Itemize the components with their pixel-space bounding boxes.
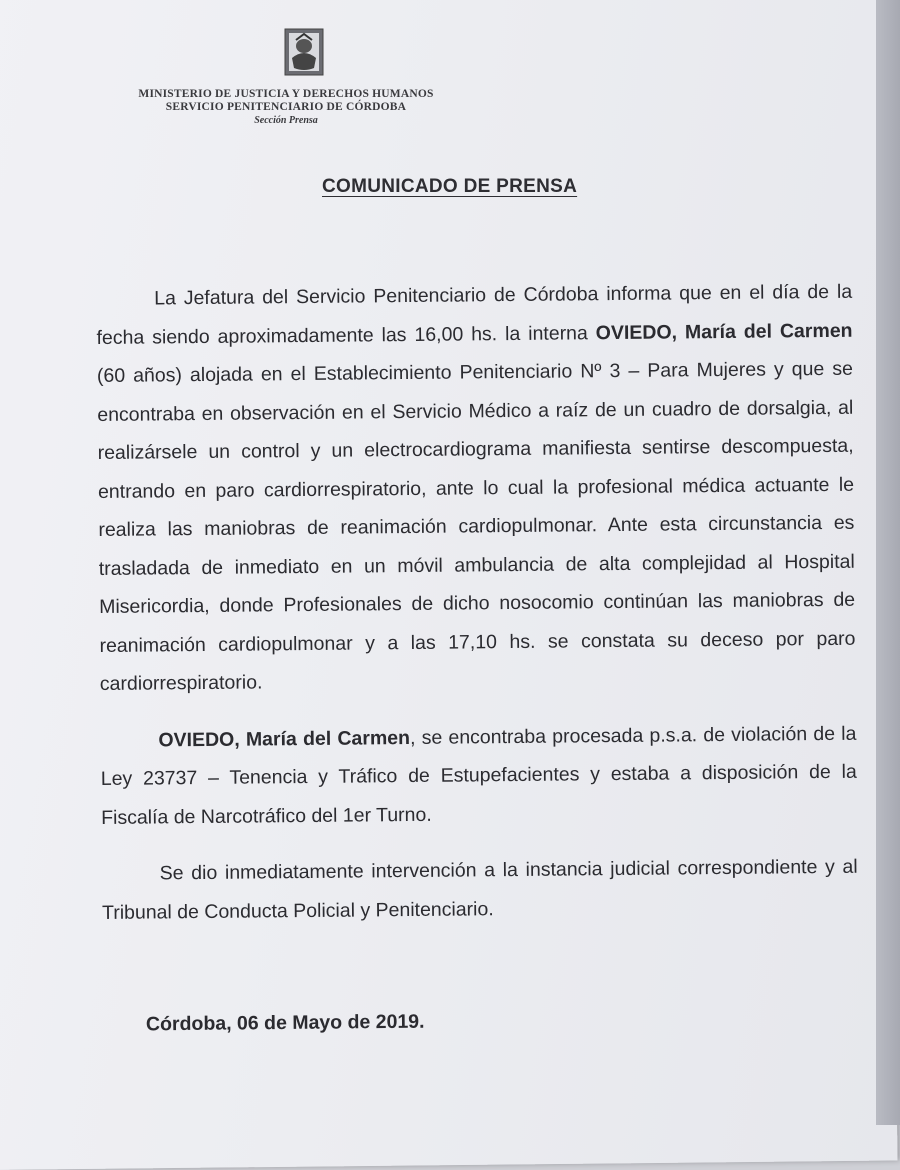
letterhead	[96, 28, 476, 127]
section-name: Sección Prensa	[254, 115, 318, 126]
paragraph-2-text: , se encontraba procesada p.s.a. de violación de la Ley 23737 – Tenencia y Tráfico de Estupefacientes y estaba a disposición de la Fiscalía de Narcotráfico del 1er Turno.	[100, 722, 857, 829]
paragraph-1	[96, 273, 856, 704]
paragraph-1-text-a: La Jefatura del Servicio Penitenciario de Córdoba informa que en el día de la fecha siendo aproximadamente las 16,00 hs. la interna	[96, 280, 853, 349]
date-signature: Córdoba, 06 de Mayo de 2019.	[145, 1010, 425, 1036]
paragraph-2-name: OVIEDO, María del Carmen	[158, 726, 411, 751]
paragraph-2	[100, 714, 857, 837]
background-edge	[876, 0, 900, 1125]
paragraph-3	[102, 848, 859, 932]
document-title: COMUNICADO DE PRENSA	[322, 176, 578, 197]
document-body	[96, 273, 858, 950]
coat-of-arms-icon	[284, 28, 324, 76]
ministry-name: MINISTERIO DE JUSTICIA Y DERECHOS HUMANOS	[138, 88, 434, 100]
paragraph-1-name: OVIEDO, María del Carmen	[595, 319, 853, 344]
paragraph-3-text: Se dio inmediatamente intervención a la instancia judicial correspondiente y al Tribunal de Conducta Policial y Penitenciario.	[101, 855, 858, 924]
service-name: SERVICIO PENITENCIARIO DE CÓRDOBA	[165, 101, 407, 113]
paragraph-1-text-c: (60 años) alojada en el Establecimiento Penitenciario Nº 3 – Para Mujeres y que se encontraba en observación en el Servicio Médico a raíz de un cuadro de dorsalgia, al realizársele un control y un electrocardiograma manifiesta sentirse descompuesta, entrando en paro cardiorrespiratorio, ante lo cual la profesional médica actuante le realiza las maniobras de reanimación cardiopulmonar. Ante esta circunstancia es trasladada de inmediato en un móvil ambulancia de alta complejidad al Hospital Misericordia, donde Profesionales de dicho nosocomio continúan las maniobras de reanimación cardiopulmonar y a las 17,10 hs. se constata su deceso por paro cardiorrespiratorio.	[96, 357, 856, 695]
